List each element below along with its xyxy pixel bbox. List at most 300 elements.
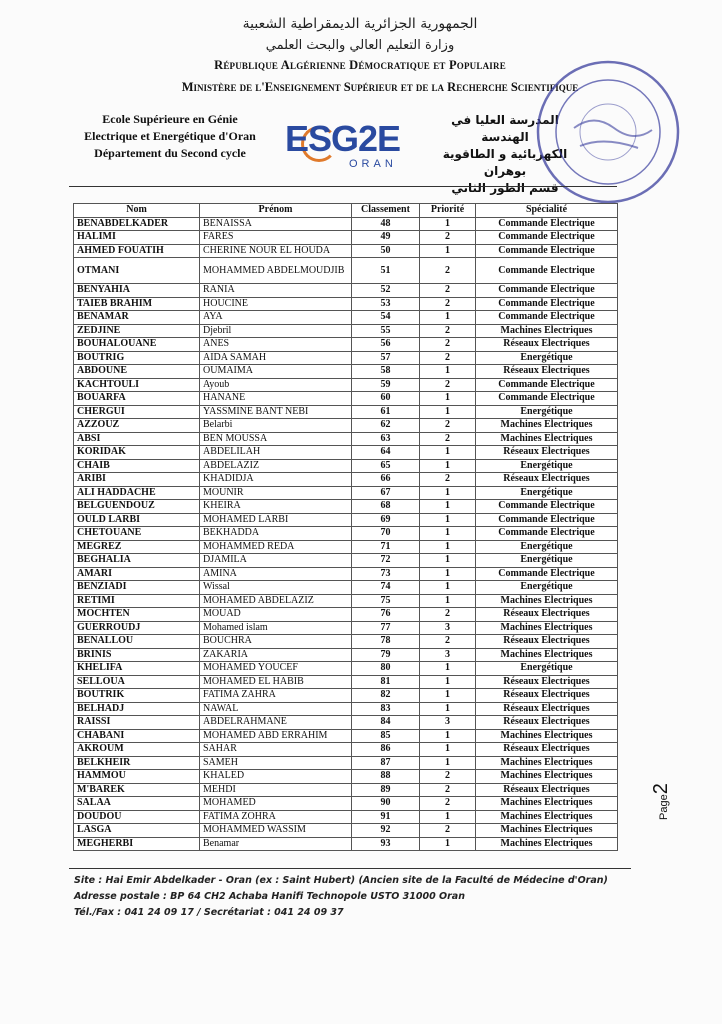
cell-classement: 53 xyxy=(352,297,420,311)
table-row xyxy=(74,621,618,635)
header-ministry: Ministère de l'Enseignement Supérieur et de la Recherche Scientifique xyxy=(181,80,579,94)
cell-classement: 58 xyxy=(352,365,420,379)
cell-priorite: 1 xyxy=(420,405,476,419)
cell-classement: 75 xyxy=(352,594,420,608)
cell-prenom: AIDA SAMAH xyxy=(200,351,352,365)
cell-nom: ALI HADDACHE xyxy=(74,486,200,500)
cell-priorite: 2 xyxy=(420,770,476,784)
cell-nom: AZZOUZ xyxy=(74,419,200,433)
cell-priorite: 1 xyxy=(420,392,476,406)
cell-nom: CHETOUANE xyxy=(74,527,200,541)
cell-specialite: Commande Electrique xyxy=(476,378,618,392)
cell-prenom: MOHAMED YOUCEF xyxy=(200,662,352,676)
cell-priorite: 2 xyxy=(420,338,476,352)
table-row xyxy=(74,581,618,595)
cell-priorite: 1 xyxy=(420,581,476,595)
cell-priorite: 2 xyxy=(420,258,476,284)
cell-nom: HAMMOU xyxy=(74,770,200,784)
cell-prenom: FATIMA ZAHRA xyxy=(200,689,352,703)
cell-prenom: MOUAD xyxy=(200,608,352,622)
footer-address: Adresse postale : BP 64 CH2 Achaba Hanifi Technopole USTO 31000 Oran xyxy=(74,891,465,902)
cell-priorite: 1 xyxy=(420,500,476,514)
cell-specialite: Réseaux Electriques xyxy=(476,689,618,703)
cell-prenom: Ayoub xyxy=(200,378,352,392)
school-arabic-line-3: قسم الطور الثاني xyxy=(451,181,559,195)
table-row xyxy=(74,837,618,851)
cell-classement: 64 xyxy=(352,446,420,460)
cell-specialite: Machines Electriques xyxy=(476,419,618,433)
cell-specialite: Réseaux Electriques xyxy=(476,338,618,352)
cell-prenom: NAWAL xyxy=(200,702,352,716)
cell-priorite: 1 xyxy=(420,810,476,824)
cell-priorite: 2 xyxy=(420,324,476,338)
cell-classement: 63 xyxy=(352,432,420,446)
cell-classement: 86 xyxy=(352,743,420,757)
table-row xyxy=(74,729,618,743)
cell-specialite: Commande Electrique xyxy=(476,311,618,325)
cell-priorite: 2 xyxy=(420,351,476,365)
cell-prenom: ABDELAZIZ xyxy=(200,459,352,473)
table-row xyxy=(74,689,618,703)
header-arabic-republic: الجمهورية الجزائرية الديمقراطية الشعبية xyxy=(242,16,478,32)
cell-classement: 69 xyxy=(352,513,420,527)
cell-specialite: Réseaux Electriques xyxy=(476,635,618,649)
footer xyxy=(74,873,674,921)
cell-nom: CHAIB xyxy=(74,459,200,473)
cell-nom: SELLOUA xyxy=(74,675,200,689)
table-row xyxy=(74,338,618,352)
cell-priorite: 2 xyxy=(420,231,476,245)
cell-nom: AMARI xyxy=(74,567,200,581)
cell-classement: 72 xyxy=(352,554,420,568)
cell-prenom: KHALED xyxy=(200,770,352,784)
cell-prenom: SAHAR xyxy=(200,743,352,757)
school-block xyxy=(70,111,270,162)
cell-prenom: BEKHADDA xyxy=(200,527,352,541)
school-arabic-line-2: الكهربائية و الطاقوية بوهران xyxy=(442,147,568,178)
cell-specialite: Réseaux Electriques xyxy=(476,608,618,622)
page-number xyxy=(650,783,673,820)
cell-classement: 93 xyxy=(352,837,420,851)
cell-priorite: 1 xyxy=(420,675,476,689)
cell-prenom: FARES xyxy=(200,231,352,245)
school-line-1: Ecole Supérieure en Génie xyxy=(102,112,238,126)
cell-priorite: 1 xyxy=(420,554,476,568)
cell-classement: 89 xyxy=(352,783,420,797)
cell-priorite: 2 xyxy=(420,635,476,649)
cell-priorite: 2 xyxy=(420,284,476,298)
table-row xyxy=(74,756,618,770)
cell-nom: MOCHTEN xyxy=(74,608,200,622)
cell-prenom: RANIA xyxy=(200,284,352,298)
cell-classement: 87 xyxy=(352,756,420,770)
cell-priorite: 1 xyxy=(420,486,476,500)
table-row xyxy=(74,311,618,325)
cell-specialite: Commande Electrique xyxy=(476,297,618,311)
cell-nom: AKROUM xyxy=(74,743,200,757)
cell-nom: CHERGUI xyxy=(74,405,200,419)
cell-prenom: HOUCINE xyxy=(200,297,352,311)
cell-specialite: Energétique xyxy=(476,486,618,500)
cell-classement: 85 xyxy=(352,729,420,743)
cell-prenom: SAMEH xyxy=(200,756,352,770)
table-row xyxy=(74,392,618,406)
cell-specialite: Machines Electriques xyxy=(476,810,618,824)
table-row xyxy=(74,594,618,608)
table-row xyxy=(74,824,618,838)
cell-nom: ARIBI xyxy=(74,473,200,487)
table-row xyxy=(74,743,618,757)
cell-specialite: Energétique xyxy=(476,662,618,676)
cell-priorite: 2 xyxy=(420,783,476,797)
cell-specialite: Réseaux Electriques xyxy=(476,446,618,460)
table-row xyxy=(74,675,618,689)
cell-nom: BENALLOU xyxy=(74,635,200,649)
cell-prenom: KHADIDJA xyxy=(200,473,352,487)
cell-specialite: Machines Electriques xyxy=(476,797,618,811)
table-row xyxy=(74,258,618,284)
cell-nom: RETIMI xyxy=(74,594,200,608)
cell-specialite: Réseaux Electriques xyxy=(476,783,618,797)
cell-nom: ABSI xyxy=(74,432,200,446)
cell-prenom: Benamar xyxy=(200,837,352,851)
table-row xyxy=(74,324,618,338)
cell-prenom: CHERINE NOUR EL HOUDA xyxy=(200,244,352,258)
cell-specialite: Machines Electriques xyxy=(476,621,618,635)
cell-specialite: Commande Electrique xyxy=(476,258,618,284)
cell-classement: 51 xyxy=(352,258,420,284)
cell-prenom: Mohamed islam xyxy=(200,621,352,635)
table-row xyxy=(74,716,618,730)
table-row xyxy=(74,567,618,581)
cell-specialite: Réseaux Electriques xyxy=(476,473,618,487)
cell-classement: 49 xyxy=(352,231,420,245)
table-row xyxy=(74,810,618,824)
footer-site: Site : Hai Emir Abdelkader - Oran (ex : Saint Hubert) (Ancien site de la Faculté de Médecine d'Oran) xyxy=(74,875,608,886)
cell-classement: 80 xyxy=(352,662,420,676)
table-row xyxy=(74,473,618,487)
cell-classement: 82 xyxy=(352,689,420,703)
cell-nom: ZEDJINE xyxy=(74,324,200,338)
ranking-table xyxy=(73,203,618,851)
cell-prenom: BENAISSA xyxy=(200,217,352,231)
cell-priorite: 3 xyxy=(420,716,476,730)
cell-classement: 50 xyxy=(352,244,420,258)
cell-classement: 77 xyxy=(352,621,420,635)
cell-nom: HALIMI xyxy=(74,231,200,245)
cell-specialite: Energétique xyxy=(476,554,618,568)
cell-priorite: 1 xyxy=(420,689,476,703)
cell-prenom: ANES xyxy=(200,338,352,352)
cell-specialite: Réseaux Electriques xyxy=(476,702,618,716)
cell-priorite: 1 xyxy=(420,567,476,581)
cell-priorite: 1 xyxy=(420,513,476,527)
cell-priorite: 2 xyxy=(420,432,476,446)
cell-priorite: 1 xyxy=(420,217,476,231)
cell-prenom: MOHAMED ABDELAZIZ xyxy=(200,594,352,608)
cell-prenom: BOUCHRA xyxy=(200,635,352,649)
cell-priorite: 1 xyxy=(420,702,476,716)
cell-classement: 56 xyxy=(352,338,420,352)
cell-classement: 48 xyxy=(352,217,420,231)
cell-nom: KORIDAK xyxy=(74,446,200,460)
cell-prenom: MOHAMMED ABDELMOUDJIB xyxy=(200,258,352,284)
cell-prenom: Wissal xyxy=(200,581,352,595)
table-row xyxy=(74,662,618,676)
cell-classement: 73 xyxy=(352,567,420,581)
cell-classement: 92 xyxy=(352,824,420,838)
logo-subtitle: ORAN xyxy=(349,158,397,170)
page-label: Page xyxy=(658,794,670,820)
cell-priorite: 3 xyxy=(420,648,476,662)
logo-wordmark: ESG2E xyxy=(285,118,401,159)
cell-specialite: Commande Electrique xyxy=(476,527,618,541)
header-republic: République Algérienne Démocratique et Populaire xyxy=(214,58,506,72)
cell-specialite: Machines Electriques xyxy=(476,729,618,743)
cell-nom: RAISSI xyxy=(74,716,200,730)
cell-prenom: ABDELILAH xyxy=(200,446,352,460)
cell-classement: 71 xyxy=(352,540,420,554)
cell-prenom: MOHAMED ABD ERRAHIM xyxy=(200,729,352,743)
cell-specialite: Commande Electrique xyxy=(476,244,618,258)
table-row xyxy=(74,608,618,622)
table-row xyxy=(74,648,618,662)
cell-nom: AHMED FOUATIH xyxy=(74,244,200,258)
col-header-priorite: Priorité xyxy=(420,204,476,218)
cell-classement: 55 xyxy=(352,324,420,338)
cell-nom: BELGUENDOUZ xyxy=(74,500,200,514)
table-row xyxy=(74,500,618,514)
cell-specialite: Commande Electrique xyxy=(476,392,618,406)
school-logo xyxy=(283,118,423,172)
table-row xyxy=(74,365,618,379)
cell-prenom: MOHAMED xyxy=(200,797,352,811)
cell-priorite: 2 xyxy=(420,473,476,487)
cell-specialite: Commande Electrique xyxy=(476,513,618,527)
col-header-classement: Classement xyxy=(352,204,420,218)
cell-classement: 70 xyxy=(352,527,420,541)
table-row xyxy=(74,378,618,392)
cell-priorite: 1 xyxy=(420,540,476,554)
cell-priorite: 1 xyxy=(420,756,476,770)
cell-specialite: Machines Electriques xyxy=(476,594,618,608)
cell-nom: BEGHALIA xyxy=(74,554,200,568)
cell-priorite: 3 xyxy=(420,621,476,635)
col-header-nom: Nom xyxy=(74,204,200,218)
cell-classement: 78 xyxy=(352,635,420,649)
cell-specialite: Energétique xyxy=(476,581,618,595)
table-row xyxy=(74,513,618,527)
table-header-row xyxy=(74,204,618,218)
cell-priorite: 1 xyxy=(420,311,476,325)
cell-priorite: 2 xyxy=(420,608,476,622)
cell-priorite: 2 xyxy=(420,797,476,811)
cell-nom: CHABANI xyxy=(74,729,200,743)
cell-prenom: MOHAMMED WASSIM xyxy=(200,824,352,838)
cell-priorite: 2 xyxy=(420,419,476,433)
table-row xyxy=(74,419,618,433)
table-row xyxy=(74,635,618,649)
cell-classement: 81 xyxy=(352,675,420,689)
cell-nom: MEGREZ xyxy=(74,540,200,554)
cell-nom: DOUDOU xyxy=(74,810,200,824)
table-row xyxy=(74,217,618,231)
cell-nom: BENZIADI xyxy=(74,581,200,595)
col-header-prenom: Prénom xyxy=(200,204,352,218)
table-row xyxy=(74,446,618,460)
footer-phone: Tél./Fax : 041 24 09 17 / Secrétariat : 041 24 09 37 xyxy=(74,907,344,918)
cell-priorite: 1 xyxy=(420,446,476,460)
cell-specialite: Energétique xyxy=(476,405,618,419)
cell-prenom: AMINA xyxy=(200,567,352,581)
cell-classement: 52 xyxy=(352,284,420,298)
cell-specialite: Commande Electrique xyxy=(476,567,618,581)
table-row xyxy=(74,231,618,245)
cell-prenom: KHEIRA xyxy=(200,500,352,514)
cell-classement: 57 xyxy=(352,351,420,365)
cell-prenom: OUMAIMA xyxy=(200,365,352,379)
footer-divider xyxy=(69,868,631,869)
cell-priorite: 1 xyxy=(420,459,476,473)
cell-priorite: 1 xyxy=(420,662,476,676)
cell-nom: KACHTOULI xyxy=(74,378,200,392)
cell-specialite: Energétique xyxy=(476,540,618,554)
table-row xyxy=(74,284,618,298)
header-arabic-ministry: وزارة التعليم العالي والبحث العلمي xyxy=(265,38,455,53)
cell-nom: BENAMAR xyxy=(74,311,200,325)
cell-classement: 79 xyxy=(352,648,420,662)
cell-nom: M'BAREK xyxy=(74,783,200,797)
cell-specialite: Machines Electriques xyxy=(476,432,618,446)
cell-classement: 65 xyxy=(352,459,420,473)
cell-nom: BOUARFA xyxy=(74,392,200,406)
cell-specialite: Machines Electriques xyxy=(476,648,618,662)
cell-specialite: Machines Electriques xyxy=(476,837,618,851)
cell-classement: 90 xyxy=(352,797,420,811)
cell-prenom: MOHAMED EL HABIB xyxy=(200,675,352,689)
cell-nom: BRINIS xyxy=(74,648,200,662)
cell-specialite: Réseaux Electriques xyxy=(476,365,618,379)
cell-priorite: 1 xyxy=(420,743,476,757)
cell-specialite: Energétique xyxy=(476,459,618,473)
cell-priorite: 1 xyxy=(420,837,476,851)
table-row xyxy=(74,770,618,784)
cell-prenom: BEN MOUSSA xyxy=(200,432,352,446)
cell-prenom: ABDELRAHMANE xyxy=(200,716,352,730)
cell-nom: GUERROUDJ xyxy=(74,621,200,635)
col-header-specialite: Spécialité xyxy=(476,204,618,218)
cell-nom: KHELIFA xyxy=(74,662,200,676)
cell-specialite: Commande Electrique xyxy=(476,500,618,514)
cell-nom: BOUHALOUANE xyxy=(74,338,200,352)
cell-specialite: Machines Electriques xyxy=(476,324,618,338)
cell-priorite: 2 xyxy=(420,824,476,838)
cell-nom: BENYAHIA xyxy=(74,284,200,298)
cell-priorite: 1 xyxy=(420,729,476,743)
table-row xyxy=(74,244,618,258)
cell-prenom: HANANE xyxy=(200,392,352,406)
cell-classement: 67 xyxy=(352,486,420,500)
cell-prenom: YASSMINE BANT NEBI xyxy=(200,405,352,419)
official-stamp xyxy=(534,58,682,206)
page-number-value: 2 xyxy=(650,783,672,795)
cell-nom: TAIEB BRAHIM xyxy=(74,297,200,311)
cell-classement: 59 xyxy=(352,378,420,392)
cell-nom: ABDOUNE xyxy=(74,365,200,379)
table-row xyxy=(74,783,618,797)
table-row xyxy=(74,797,618,811)
cell-nom: OULD LARBI xyxy=(74,513,200,527)
cell-nom: LASGA xyxy=(74,824,200,838)
cell-classement: 84 xyxy=(352,716,420,730)
cell-prenom: DJAMILA xyxy=(200,554,352,568)
table-row xyxy=(74,405,618,419)
table-row xyxy=(74,540,618,554)
table-row xyxy=(74,432,618,446)
cell-classement: 54 xyxy=(352,311,420,325)
cell-priorite: 1 xyxy=(420,365,476,379)
cell-classement: 66 xyxy=(352,473,420,487)
cell-specialite: Commande Electrique xyxy=(476,231,618,245)
school-arabic-line-1: المدرسة العليا في الهندسة xyxy=(451,113,559,144)
header-divider xyxy=(69,186,617,187)
cell-prenom: Djebril xyxy=(200,324,352,338)
table-row xyxy=(74,351,618,365)
cell-specialite: Réseaux Electriques xyxy=(476,743,618,757)
cell-prenom: Belarbi xyxy=(200,419,352,433)
cell-specialite: Machines Electriques xyxy=(476,756,618,770)
cell-nom: SALAA xyxy=(74,797,200,811)
cell-priorite: 1 xyxy=(420,594,476,608)
cell-prenom: MEHDI xyxy=(200,783,352,797)
cell-nom: BENABDELKADER xyxy=(74,217,200,231)
cell-specialite: Energétique xyxy=(476,351,618,365)
cell-specialite: Réseaux Electriques xyxy=(476,675,618,689)
cell-classement: 62 xyxy=(352,419,420,433)
cell-classement: 88 xyxy=(352,770,420,784)
school-line-2: Electrique et Energétique d'Oran xyxy=(84,129,256,143)
table-row xyxy=(74,459,618,473)
school-line-3: Département du Second cycle xyxy=(94,146,246,160)
cell-nom: BELHADJ xyxy=(74,702,200,716)
cell-prenom: AYA xyxy=(200,311,352,325)
table-row xyxy=(74,486,618,500)
cell-nom: BOUTRIK xyxy=(74,689,200,703)
cell-classement: 83 xyxy=(352,702,420,716)
cell-classement: 74 xyxy=(352,581,420,595)
cell-nom: MEGHERBI xyxy=(74,837,200,851)
cell-nom: OTMANI xyxy=(74,258,200,284)
cell-specialite: Réseaux Electriques xyxy=(476,716,618,730)
cell-specialite: Commande Electrique xyxy=(476,217,618,231)
cell-nom: BOUTRIG xyxy=(74,351,200,365)
cell-classement: 60 xyxy=(352,392,420,406)
cell-specialite: Machines Electriques xyxy=(476,770,618,784)
cell-classement: 91 xyxy=(352,810,420,824)
cell-priorite: 2 xyxy=(420,378,476,392)
cell-classement: 61 xyxy=(352,405,420,419)
cell-priorite: 2 xyxy=(420,297,476,311)
cell-prenom: MOHAMED LARBI xyxy=(200,513,352,527)
table-row xyxy=(74,527,618,541)
cell-priorite: 1 xyxy=(420,527,476,541)
cell-classement: 68 xyxy=(352,500,420,514)
cell-classement: 76 xyxy=(352,608,420,622)
cell-specialite: Commande Electrique xyxy=(476,284,618,298)
cell-prenom: FATIMA ZOHRA xyxy=(200,810,352,824)
table-row xyxy=(74,702,618,716)
table-row xyxy=(74,297,618,311)
